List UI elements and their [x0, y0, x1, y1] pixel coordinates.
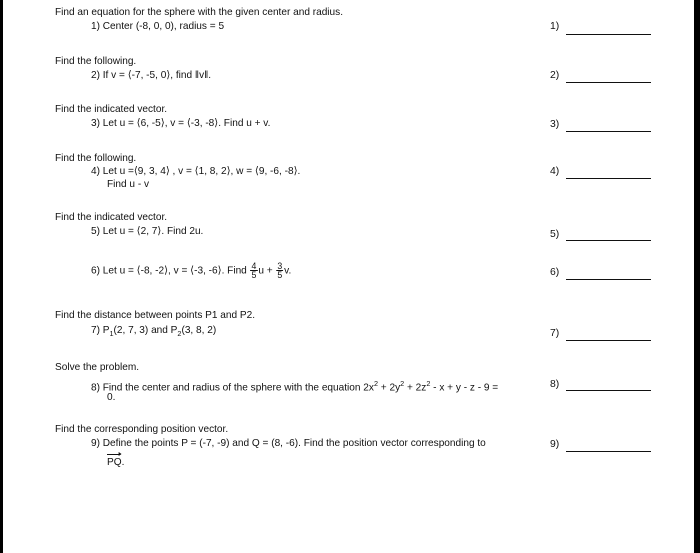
answer-number-8: 8) — [550, 379, 560, 390]
answer-number-2: 2) — [550, 70, 560, 81]
question-5: 5) Let u = ⟨2, 7⟩. Find 2u. — [91, 226, 204, 237]
question-1: 1) Center (-8, 0, 0), radius = 5 — [91, 21, 225, 32]
section-heading-8: Find the corresponding position vector. — [55, 424, 229, 435]
answer-number-4: 4) — [550, 166, 560, 177]
question-8-line-2: 0. — [107, 392, 116, 403]
answer-number-1: 1) — [550, 21, 560, 32]
question-7: 7) $P_1(2$, 7, 3) and $P_2(3$, 8, 2) — [91, 325, 217, 339]
answer-blank-6[interactable] — [566, 279, 651, 280]
question-6-text: 6) Let u = ⟨-8, -2⟩, v = ⟨-3, -6⟩. Find — [91, 265, 247, 277]
question-2: 2) If v = ⟨-7, -5, 0⟩, find ‖v‖. — [91, 70, 212, 81]
answer-blank-1[interactable] — [566, 34, 651, 35]
question-6-mid: u + — [258, 265, 273, 277]
worksheet-page — [3, 0, 694, 553]
answer-number-9: 9) — [550, 439, 560, 450]
section-heading-6: Find the distance between points P1 and P2. — [55, 310, 256, 321]
question-6 — [91, 262, 291, 279]
question-8-line-1: 8) Find the center and radius of the sphere with the equation $2x^2 + 2y^2 + 2z^2 - x + y - z - 9$ = — [91, 379, 499, 394]
section-heading-5: Find the indicated vector. — [55, 212, 168, 223]
answer-blank-2[interactable] — [566, 82, 651, 83]
question-9-line-1: 9) Define the points P = (-7, -9) and Q = (8, -6). Find the position vector corresponding to — [91, 438, 486, 449]
section-heading-1: Find an equation for the sphere with the given center and radius. — [55, 7, 343, 18]
section-heading-3: Find the indicated vector. — [55, 104, 168, 115]
answer-blank-4[interactable] — [566, 178, 651, 179]
question-3: 3) Let u = ⟨6, -5⟩, v = ⟨-3, -8⟩. Find u + v. — [91, 118, 271, 129]
question-6-end: v. — [284, 265, 292, 277]
answer-blank-8[interactable] — [566, 390, 651, 391]
answer-blank-9[interactable] — [566, 451, 651, 452]
answer-blank-7[interactable] — [566, 340, 651, 341]
question-4-line-2: Find u - v — [107, 179, 150, 190]
answer-blank-3[interactable] — [566, 131, 651, 132]
answer-blank-5[interactable] — [566, 240, 651, 241]
answer-number-5: 5) — [550, 229, 560, 240]
fraction-four-fifths: $\frac{4}{5}$ — [251, 261, 257, 280]
answer-number-3: 3) — [550, 119, 560, 130]
section-heading-7: Solve the problem. — [55, 362, 140, 373]
section-heading-2: Find the following. — [55, 56, 137, 67]
fraction-three-fifths: $\frac{3}{5}$ — [277, 261, 283, 280]
section-heading-4: Find the following. — [55, 153, 137, 164]
answer-number-6: 6) — [550, 267, 560, 278]
answer-number-7: 7) — [550, 328, 560, 339]
question-9-line-2: PQ. — [107, 457, 125, 468]
vector-pq: PQ — [107, 457, 122, 468]
question-4-line-1: 4) Let u =⟨9, 3, 4⟩ , v = ⟨1, 8, 2⟩, w = ⟨9, -6, -8⟩. — [91, 166, 301, 177]
